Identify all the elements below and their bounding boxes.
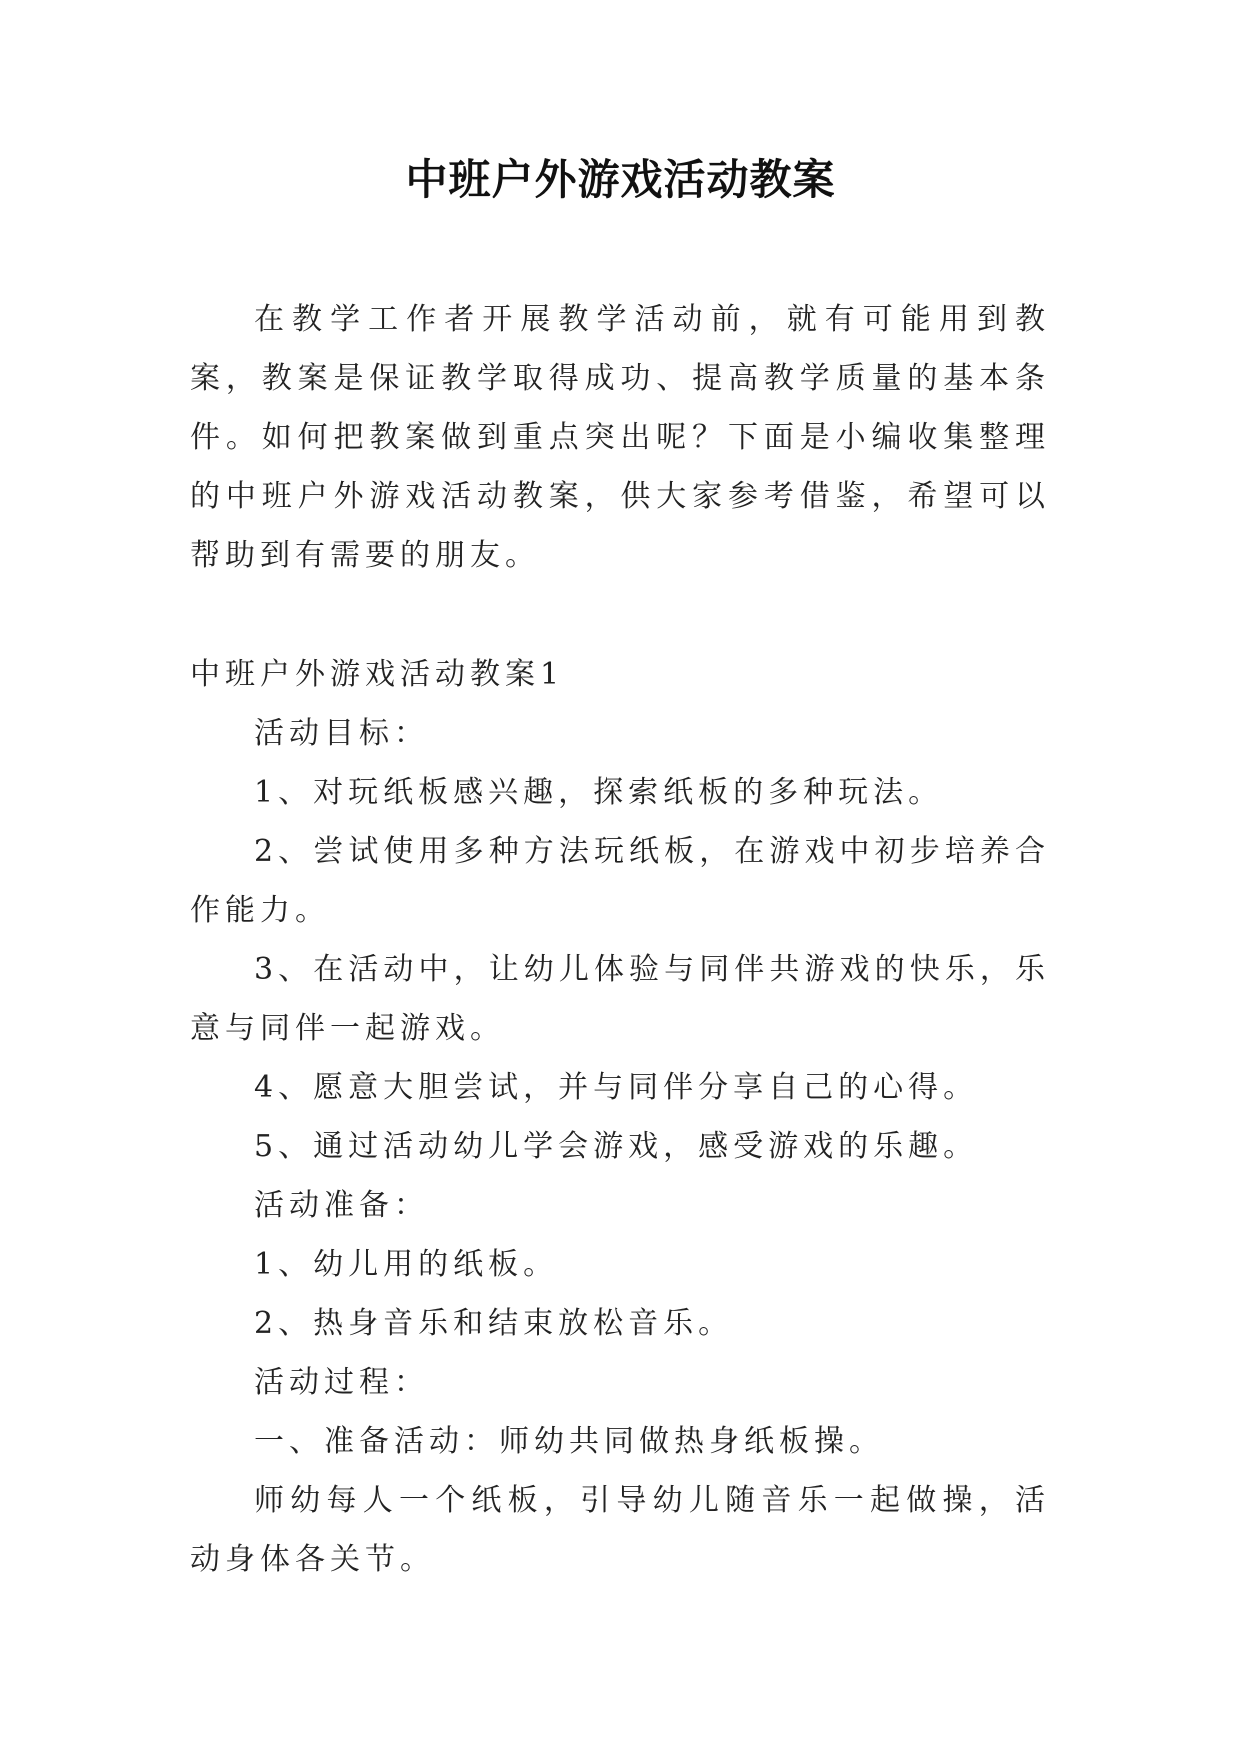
prep-item: 1、幼儿用的纸板。 — [254, 1247, 559, 1282]
document-title: 中班户外游戏活动教案 — [405, 155, 836, 204]
goal-item: 3、在活动中，让幼儿体验与同伴共游戏的快乐，乐意与同伴一起游戏。 — [190, 952, 1050, 1046]
process-heading: 活动过程： — [254, 1365, 429, 1400]
section-heading: 中班户外游戏活动教案1 — [190, 657, 565, 692]
goal-item: 2、尝试使用多种方法玩纸板，在游戏中初步培养合作能力。 — [190, 834, 1050, 928]
prep-item: 2、热身音乐和结束放松音乐。 — [254, 1306, 734, 1341]
section-gap — [190, 585, 1050, 645]
goal-item: 4、愿意大胆尝试，并与同伴分享自己的心得。 — [254, 1070, 979, 1105]
goals-heading: 活动目标： — [254, 716, 429, 751]
document-body — [190, 290, 1050, 1589]
process-item: 一、准备活动：师幼共同做热身纸板操。 — [254, 1424, 884, 1459]
prep-heading: 活动准备： — [254, 1188, 429, 1223]
intro-paragraph: 在教学工作者开展教学活动前，就有可能用到教案，教案是保证教学取得成功、提高教学质量的基本条件。如何把教案做到重点突出呢？下面是小编收集整理的中班户外游戏活动教案，供大家参考借鉴，希望可以帮助到有需要的朋友。 — [190, 302, 1050, 573]
process-item: 师幼每人一个纸板，引导幼儿随音乐一起做操，活动身体各关节。 — [190, 1483, 1050, 1577]
goal-item: 5、通过活动幼儿学会游戏，感受游戏的乐趣。 — [254, 1129, 979, 1164]
goal-item: 1、对玩纸板感兴趣，探索纸板的多种玩法。 — [254, 775, 944, 810]
